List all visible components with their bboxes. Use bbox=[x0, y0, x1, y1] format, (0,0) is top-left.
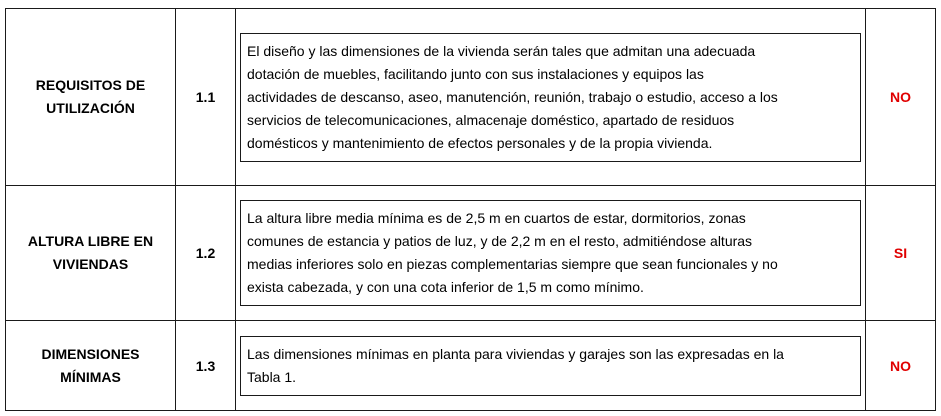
requirement-description-cell bbox=[236, 9, 866, 185]
requirement-description bbox=[240, 200, 861, 306]
text-line: domésticos y mantenimiento de efectos personales y de la propia vivienda. bbox=[247, 134, 713, 151]
text-line: Tabla 1. bbox=[247, 368, 297, 385]
text-line: comunes de estancia y patios de luz, y de 2,2 m en el resto, admitiéndose alturas bbox=[247, 233, 753, 249]
requirement-description-cell bbox=[236, 186, 866, 320]
requirement-label bbox=[6, 321, 176, 410]
requirement-code: 1.2 bbox=[176, 186, 236, 320]
label-line: ALTURA LIBRE EN bbox=[27, 233, 154, 249]
table-row bbox=[5, 320, 936, 411]
label-line: UTILIZACIÓN bbox=[46, 100, 135, 116]
label-line: VIVIENDAS bbox=[52, 256, 129, 272]
text-line: El diseño y las dimensiones de la vivienda serán tales que admitan una adecuada bbox=[247, 42, 756, 59]
requirement-label bbox=[6, 186, 176, 320]
requirement-description bbox=[240, 33, 861, 162]
requirement-description bbox=[240, 336, 861, 396]
compliance-status: NO bbox=[890, 357, 911, 374]
text-line: La altura libre media mínima es de 2,5 m en cuartos de estar, dormitorios, zonas bbox=[247, 210, 746, 226]
text-line: medias inferiores solo en piezas complementarias siempre que sean funcionales y no bbox=[247, 256, 778, 272]
compliance-status: SI bbox=[893, 245, 908, 261]
text-line: Las dimensiones mínimas en planta para viviendas y garajes son las expresadas en la bbox=[247, 345, 784, 362]
requirement-code: 1.1 bbox=[176, 9, 236, 185]
text-line: actividades de descanso, aseo, manutención, reunión, trabajo o estudio, acceso a los bbox=[247, 88, 778, 105]
text-line: exista cabezada, y con una cota inferior de 1,5 m como mínimo. bbox=[247, 279, 644, 295]
text-line: dotación de muebles, facilitando junto con sus instalaciones y equipos las bbox=[247, 65, 704, 82]
text-line: servicios de telecomunicaciones, almacenaje doméstico, apartado de residuos bbox=[247, 111, 735, 128]
label-line: MÍNIMAS bbox=[60, 368, 121, 385]
label-line: DIMENSIONES bbox=[41, 345, 140, 362]
requirement-description-cell bbox=[236, 321, 866, 410]
requirement-code: 1.3 bbox=[176, 321, 236, 410]
requirement-label bbox=[6, 9, 176, 185]
table-row bbox=[5, 8, 936, 186]
compliance-status: NO bbox=[890, 89, 911, 105]
label-line: REQUISITOS DE bbox=[35, 77, 146, 93]
table-row bbox=[5, 185, 936, 321]
